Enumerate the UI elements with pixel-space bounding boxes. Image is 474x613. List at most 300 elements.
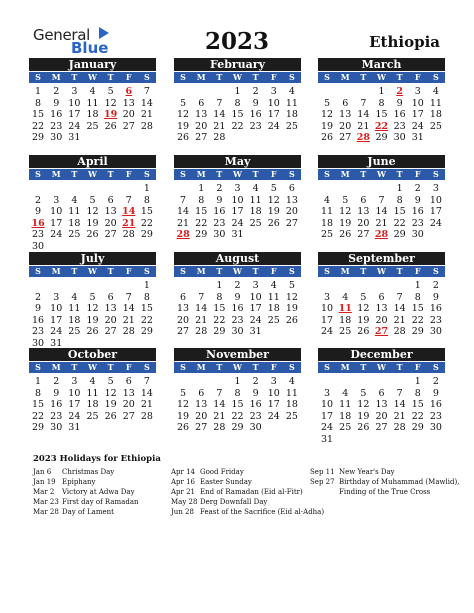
weekday-label: M	[340, 169, 350, 179]
day-cell: 30	[32, 337, 45, 349]
day-cell: 27	[104, 229, 117, 240]
day-cell: 29	[411, 422, 424, 433]
empty-cell	[372, 376, 390, 388]
empty-cell	[336, 376, 354, 388]
day-cell: 11	[339, 399, 352, 410]
day-cell: 13	[104, 303, 117, 314]
day-cell: 20	[375, 314, 388, 326]
month-title: February	[174, 58, 301, 71]
day-cell: 20	[122, 399, 135, 410]
day-cell: 22	[411, 314, 424, 326]
day-cell: 18	[285, 109, 298, 120]
empty-cell	[120, 280, 138, 292]
day-cell: 19	[267, 206, 280, 217]
day-cell: 22	[231, 120, 244, 132]
day-cell: 4	[252, 183, 259, 194]
day-cell: 15	[140, 303, 153, 314]
day-cell: 22	[140, 314, 153, 326]
holiday-row	[171, 477, 324, 487]
day-cell: 15	[213, 303, 226, 314]
day-cell: 15	[32, 399, 45, 410]
day-cell: 30	[231, 326, 244, 337]
holiday-date: Jan 19	[33, 478, 56, 486]
weekday-label: T	[396, 362, 403, 372]
day-cell: 6	[342, 97, 349, 109]
weekday-label: T	[252, 362, 259, 372]
weekday-label: W	[377, 169, 386, 179]
month-title: March	[318, 58, 445, 71]
day-cell: 13	[122, 97, 135, 109]
day-cell: 13	[195, 109, 208, 120]
day-cell: 2	[53, 86, 60, 97]
day-cell: 9	[35, 303, 42, 314]
weekday-label: T	[360, 362, 367, 372]
day-cell: 31	[321, 433, 334, 445]
day-cell: 2	[35, 291, 42, 303]
day-cell: 22	[231, 410, 244, 422]
day-cell: 3	[432, 183, 439, 194]
day-cell: 20	[122, 109, 135, 120]
weekday-label: T	[107, 169, 114, 179]
day-cell: 23	[50, 120, 63, 132]
day-cell: 4	[342, 291, 349, 303]
weekday-label: T	[107, 362, 114, 372]
day-cell: 8	[414, 291, 421, 303]
weekday-label: M	[51, 362, 61, 372]
day-cell: 9	[216, 194, 223, 206]
day-cell: 12	[104, 387, 117, 399]
day-cell: 5	[89, 194, 96, 206]
weekday-label: S	[180, 169, 186, 179]
day-cell: 4	[89, 376, 96, 387]
day-cell: 20	[357, 217, 370, 229]
day-cell: 7	[143, 376, 150, 387]
weekday-label: S	[433, 362, 439, 372]
day-cell: 10	[68, 387, 81, 399]
day-cell: 17	[321, 410, 334, 422]
country-name: Ethiopia	[369, 33, 440, 51]
day-cell: 25	[321, 229, 334, 240]
day-cell: 24	[249, 314, 262, 326]
day-cell: 30	[411, 229, 424, 240]
day-cell: 11	[86, 97, 99, 109]
day-cell: 18	[339, 410, 352, 422]
month-title: May	[174, 155, 301, 168]
day-cell: 30	[393, 132, 406, 143]
day-cell: 14	[122, 303, 135, 314]
day-cell: 11	[321, 206, 334, 217]
day-cell: 4	[432, 86, 439, 97]
day-cell: 16	[429, 399, 442, 410]
day-cell: 11	[267, 291, 280, 303]
day-cell: 10	[50, 206, 63, 217]
day-cell: 31	[68, 132, 81, 143]
day-cell: 30	[50, 132, 63, 143]
weekday-label: F	[270, 72, 277, 82]
holiday-date: Apr 21	[171, 488, 196, 496]
day-cell: 23	[429, 314, 442, 326]
day-cell: 23	[213, 217, 226, 229]
weekday-label: T	[396, 72, 403, 82]
day-cell: 2	[414, 183, 421, 194]
weekday-label: W	[233, 362, 242, 372]
day-cell: 7	[125, 194, 132, 206]
day-cell: 4	[342, 387, 349, 399]
day-cell: 18	[68, 314, 81, 326]
day-cell: 7	[360, 97, 367, 109]
day-cell: 21	[393, 410, 406, 422]
holiday-row	[33, 477, 139, 487]
day-cell: 26	[357, 422, 370, 433]
holiday-date: Apr 14	[171, 468, 196, 476]
day-cell: 20	[285, 206, 298, 217]
weekday-header	[174, 266, 301, 277]
day-cell: 22	[411, 410, 424, 422]
holiday-day-cell: 19	[104, 109, 118, 120]
weekday-label: F	[414, 72, 421, 82]
day-cell: 5	[342, 194, 349, 206]
empty-cell	[65, 183, 83, 195]
empty-cell	[318, 376, 336, 388]
empty-cell	[174, 183, 192, 195]
logo-text-general: General	[33, 26, 91, 44]
day-cell: 14	[140, 387, 153, 399]
day-cell: 15	[32, 109, 45, 120]
day-cell: 11	[68, 206, 81, 217]
day-cell: 16	[213, 206, 226, 217]
day-cell: 17	[249, 303, 262, 314]
day-cell: 2	[252, 86, 259, 97]
day-cell: 18	[267, 303, 280, 314]
day-cell: 1	[396, 183, 403, 194]
day-cell: 22	[393, 217, 406, 229]
day-cell: 10	[249, 291, 262, 303]
day-cell: 16	[393, 109, 406, 120]
holiday-date: Jun 28	[171, 508, 194, 516]
day-cell: 1	[414, 376, 421, 387]
day-cell: 22	[213, 314, 226, 326]
day-cell: 16	[231, 303, 244, 314]
day-cell: 17	[267, 399, 280, 410]
day-cell: 11	[86, 387, 99, 399]
day-cell: 16	[50, 109, 63, 120]
weekday-label: M	[196, 72, 206, 82]
weekday-label: S	[144, 362, 150, 372]
holiday-row	[171, 487, 324, 497]
day-cell: 3	[53, 194, 60, 206]
day-cell: 12	[357, 399, 370, 410]
day-cell: 25	[68, 229, 81, 240]
weekday-header	[29, 266, 156, 277]
day-cell: 15	[375, 109, 388, 120]
day-cell: 30	[213, 229, 226, 240]
empty-cell	[318, 183, 336, 195]
day-cell: 18	[86, 399, 99, 410]
empty-cell	[354, 86, 372, 98]
holiday-column	[171, 467, 324, 517]
month-title: November	[174, 348, 301, 361]
weekday-label: T	[216, 72, 223, 82]
month-november	[174, 348, 301, 434]
weekday-label: M	[51, 266, 61, 276]
weekday-label: S	[35, 72, 41, 82]
weekday-label: T	[216, 362, 223, 372]
day-cell: 24	[231, 217, 244, 229]
holiday-day-cell: 27	[374, 326, 389, 337]
day-grid	[29, 86, 156, 144]
holiday-day-cell: 28	[176, 229, 190, 240]
day-cell: 10	[321, 399, 334, 410]
day-grid	[318, 376, 445, 445]
day-cell: 25	[339, 422, 352, 433]
month-april	[29, 155, 156, 252]
day-cell: 1	[35, 86, 42, 97]
day-grid	[318, 280, 445, 338]
day-grid	[29, 280, 156, 349]
day-cell: 20	[104, 314, 117, 326]
day-cell: 23	[411, 217, 424, 229]
weekday-header	[174, 72, 301, 83]
empty-cell	[29, 280, 47, 292]
day-cell: 5	[288, 280, 295, 291]
day-cell: 7	[378, 194, 385, 206]
month-june	[318, 155, 445, 241]
day-cell: 18	[86, 109, 99, 120]
empty-cell	[65, 280, 83, 292]
empty-cell	[391, 376, 409, 388]
day-cell: 15	[140, 206, 153, 217]
day-cell: 27	[375, 422, 388, 433]
empty-cell	[336, 280, 354, 292]
holiday-row	[310, 487, 459, 497]
day-cell: 31	[50, 337, 63, 349]
holiday-day-cell: 21	[122, 217, 136, 229]
empty-cell	[47, 183, 65, 195]
day-cell: 19	[177, 120, 190, 132]
month-title: April	[29, 155, 156, 168]
day-cell: 3	[414, 86, 421, 97]
empty-cell	[120, 183, 138, 195]
day-cell: 1	[234, 86, 241, 97]
day-cell: 4	[288, 376, 295, 387]
weekday-label: T	[216, 169, 223, 179]
day-cell: 26	[104, 410, 117, 422]
holiday-date: May 28	[171, 498, 198, 506]
empty-cell	[354, 183, 372, 195]
day-cell: 9	[432, 387, 439, 399]
day-cell: 2	[35, 194, 42, 206]
day-cell: 4	[89, 86, 96, 97]
day-cell: 6	[107, 194, 114, 206]
day-cell: 8	[414, 387, 421, 399]
day-grid	[318, 86, 445, 144]
day-cell: 20	[195, 120, 208, 132]
day-cell: 23	[429, 410, 442, 422]
holiday-name: Christmas Day	[62, 468, 115, 476]
day-cell: 13	[339, 109, 352, 120]
weekday-label: T	[71, 169, 78, 179]
day-cell: 24	[267, 410, 280, 422]
day-cell: 18	[429, 109, 442, 120]
day-cell: 30	[32, 240, 45, 252]
day-cell: 17	[411, 109, 424, 120]
weekday-label: S	[324, 362, 330, 372]
day-cell: 24	[321, 326, 334, 337]
weekday-label: T	[252, 72, 259, 82]
day-cell: 1	[143, 183, 150, 194]
day-cell: 4	[71, 291, 78, 303]
day-cell: 22	[32, 120, 45, 132]
day-cell: 3	[234, 183, 241, 194]
holiday-day-cell: 28	[374, 229, 389, 240]
month-title: June	[318, 155, 445, 168]
weekday-label: F	[270, 362, 277, 372]
weekday-label: W	[377, 72, 386, 82]
day-cell: 23	[249, 120, 262, 132]
empty-cell	[354, 376, 372, 388]
day-cell: 13	[357, 206, 370, 217]
day-cell: 18	[339, 314, 352, 326]
day-cell: 14	[357, 109, 370, 120]
weekday-label: T	[252, 266, 259, 276]
weekday-label: S	[180, 72, 186, 82]
weekday-label: F	[125, 266, 132, 276]
day-cell: 22	[195, 217, 208, 229]
logo-text-blue: Blue	[71, 39, 109, 57]
day-cell: 25	[267, 314, 280, 326]
day-cell: 31	[411, 132, 424, 143]
day-cell: 13	[375, 303, 388, 314]
day-cell: 2	[252, 376, 259, 387]
day-cell: 18	[68, 217, 81, 229]
empty-cell	[102, 183, 120, 195]
weekday-label: S	[35, 266, 41, 276]
day-grid	[174, 280, 301, 338]
holiday-name: Birthday of Muhammad (Mawlid),	[339, 478, 460, 486]
holiday-day-cell: 2	[396, 86, 403, 97]
day-cell: 11	[249, 194, 262, 206]
weekday-label: W	[233, 266, 242, 276]
day-cell: 1	[198, 183, 205, 194]
holiday-day-cell: 6	[125, 86, 133, 97]
weekday-header	[318, 266, 445, 277]
day-cell: 21	[357, 120, 370, 132]
day-cell: 3	[324, 291, 331, 303]
day-grid	[174, 183, 301, 241]
day-cell: 11	[68, 303, 81, 314]
holiday-day-cell: 16	[31, 217, 45, 229]
empty-cell	[174, 376, 192, 388]
day-cell: 13	[122, 387, 135, 399]
weekday-label: T	[71, 266, 78, 276]
day-cell: 24	[267, 120, 280, 132]
day-cell: 21	[177, 217, 190, 229]
weekday-label: M	[196, 266, 206, 276]
holiday-date: Mar 2	[33, 488, 55, 496]
weekday-label: F	[125, 72, 132, 82]
day-cell: 28	[122, 229, 135, 240]
day-cell: 23	[249, 410, 262, 422]
day-cell: 28	[393, 326, 406, 337]
empty-cell	[372, 280, 390, 292]
day-cell: 24	[50, 229, 63, 240]
day-cell: 15	[231, 399, 244, 410]
weekday-label: W	[233, 72, 242, 82]
day-cell: 14	[393, 303, 406, 314]
empty-cell	[372, 183, 390, 195]
day-grid	[174, 376, 301, 434]
day-cell: 12	[86, 206, 99, 217]
day-cell: 26	[177, 132, 190, 143]
day-cell: 5	[107, 376, 114, 387]
day-cell: 12	[267, 194, 280, 206]
day-grid	[318, 183, 445, 241]
holiday-day-cell: 14	[122, 206, 136, 217]
day-cell: 9	[432, 291, 439, 303]
day-cell: 1	[35, 376, 42, 387]
day-cell: 12	[321, 109, 334, 120]
day-cell: 26	[357, 326, 370, 337]
day-cell: 7	[396, 291, 403, 303]
weekday-label: S	[324, 266, 330, 276]
weekday-label: S	[180, 362, 186, 372]
day-cell: 8	[216, 291, 223, 303]
day-cell: 16	[249, 109, 262, 120]
weekday-header	[29, 362, 156, 373]
weekday-label: T	[360, 266, 367, 276]
day-cell: 7	[198, 291, 205, 303]
empty-cell	[192, 86, 210, 98]
empty-cell	[318, 86, 336, 98]
day-cell: 10	[411, 97, 424, 109]
day-cell: 20	[339, 120, 352, 132]
day-cell: 7	[143, 86, 150, 97]
day-cell: 7	[125, 291, 132, 303]
day-cell: 25	[285, 120, 298, 132]
weekday-label: W	[88, 169, 97, 179]
weekday-label: T	[71, 72, 78, 82]
day-cell: 21	[213, 410, 226, 422]
day-cell: 29	[375, 132, 388, 143]
day-cell: 28	[140, 410, 153, 422]
day-cell: 12	[357, 303, 370, 314]
month-may	[174, 155, 301, 241]
day-cell: 28	[195, 326, 208, 337]
month-january	[29, 58, 156, 144]
holiday-name: Derg Downfall Day	[200, 498, 268, 506]
day-cell: 8	[234, 97, 241, 109]
holidays-title: 2023 Holidays for Ethiopia	[33, 454, 161, 464]
weekday-header	[174, 362, 301, 373]
day-cell: 17	[231, 206, 244, 217]
day-cell: 1	[414, 280, 421, 291]
day-cell: 30	[50, 422, 63, 433]
day-cell: 29	[393, 229, 406, 240]
empty-cell	[47, 280, 65, 292]
day-cell: 9	[53, 387, 60, 399]
day-cell: 5	[180, 387, 187, 399]
empty-cell	[354, 280, 372, 292]
day-cell: 27	[339, 132, 352, 143]
day-cell: 10	[68, 97, 81, 109]
day-cell: 4	[324, 194, 331, 206]
holiday-name: First day of Ramadan	[62, 498, 139, 506]
day-cell: 8	[234, 387, 241, 399]
day-cell: 6	[288, 183, 295, 194]
day-cell: 24	[68, 410, 81, 422]
day-cell: 16	[50, 399, 63, 410]
day-cell: 21	[213, 120, 226, 132]
